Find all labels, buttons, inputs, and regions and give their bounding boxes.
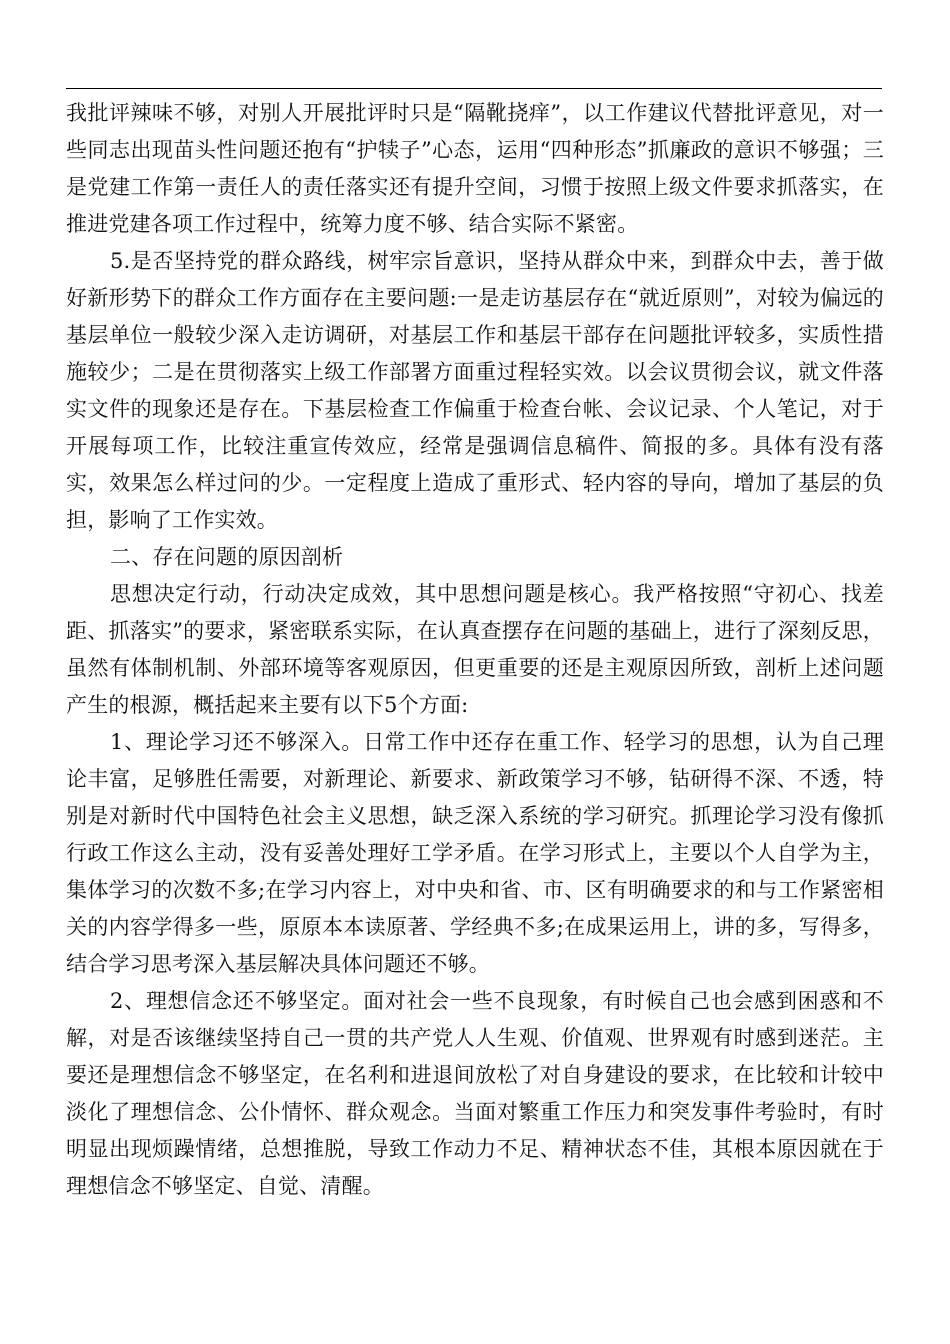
paragraph-continuation: 我批评辣味不够，对别人开展批评时只是“隔靴挠痒”，以工作建议代替批评意见，对一些同志出现苗头性问题还抱有“护犊子”心态，运用“四种形态”抓廉政的意识不够强；三是党建工作第一责任人的责任落实还有提升空间，习惯于按照上级文件要求抓落实，在推进党建各项工作过程中，统筹力度不够、结合实际不紧密。: [66, 101, 884, 236]
document-body: [66, 95, 884, 1205]
paragraph-intro: 思想决定行动，行动决定成效，其中思想问题是核心。我严格按照“守初心、找差距、抓落实”的要求，紧密联系实际，在认真查摆存在问题的基础上，进行了深刻反思，虽然有体制机制、外部环境等客观原因，但更重要的还是主观原因所致，剖析上述问题产生的根源，概括起来主要有以下5个方面:: [66, 582, 884, 717]
paragraph-cause-1: 1、理论学习还不够深入。日常工作中还存在重工作、轻学习的思想，认为自己理论丰富，足够胜任需要，对新理论、新要求、新政策学习不够，钻研得不深、不透，特别是对新时代中国特色社会主义思想，缺乏深入系统的学习研究。抓理论学习没有像抓行政工作这么主动，没有妥善处理好工学矛盾。在学习形式上，主要以个人自学为主，集体学习的次数不多;在学习内容上，对中央和省、市、区有明确要求的和与工作紧密相关的内容学得多一些，原原本本读原著、学经典不多;在成果运用上，讲的多，写得多，结合学习思考深入基层解决具体问题还不够。: [66, 730, 884, 976]
header-rule: [66, 88, 882, 89]
paragraph-cause-2: 2、理想信念还不够坚定。面对社会一些不良现象，有时候自己也会感到困惑和不解，对是否该继续坚持自己一贯的共产党人人生观、价值观、世界观有时感到迷茫。主要还是理想信念不够坚定，在名利和进退间放松了对自身建设的要求，在比较和计较中淡化了理想信念、公仆情怀、群众观念。当面对繁重工作压力和突发事件考验时，有时明显出现烦躁情绪，总想推脱，导致工作动力不足、精神状态不佳，其根本原因就在于理想信念不够坚定、自觉、清醒。: [66, 989, 884, 1198]
paragraph-item-5: 5.是否坚持党的群众路线，树牢宗旨意识，坚持从群众中来，到群众中去，善于做好新形势下的群众工作方面存在主要问题:一是走访基层存在“就近原则”，对较为偏远的基层单位一般较少深入走访调研，对基层工作和基层干部存在问题批评较多，实质性措施较少；二是在贯彻落实上级工作部署方面重过程轻实效。以会议贯彻会议，就文件落实文件的现象还是存在。下基层检查工作偏重于检查台帐、会议记录、个人笔记，对于开展每项工作，比较注重宣传效应，经常是强调信息稿件、简报的多。具体有没有落实，效果怎么样过问的少。一定程度上造成了重形式、轻内容的导向，增加了基层的负担，影响了工作实效。: [66, 249, 884, 532]
section-heading: 二、存在问题的原因剖析: [110, 545, 344, 569]
